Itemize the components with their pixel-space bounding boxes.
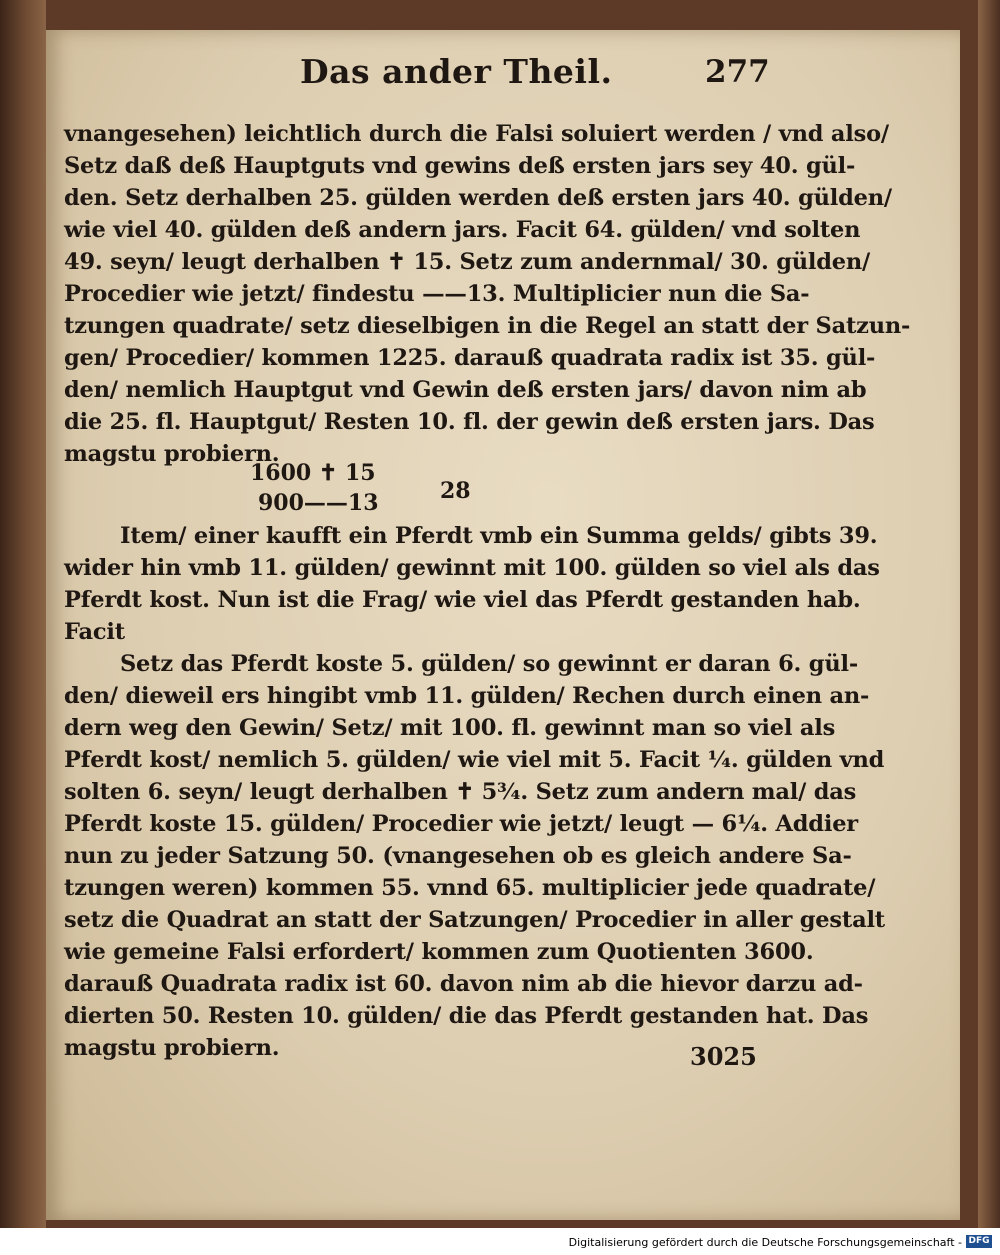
text-line: den/ nemlich Hauptgut vnd Gewin deß ersten jars/ davon nim ab — [64, 377, 867, 403]
text-line: Setz daß deß Hauptguts vnd gewins deß ersten jars sey 40. gül- — [64, 153, 856, 179]
text-line: 49. seyn/ leugt derhalben ✝ 15. Setz zum andernmal/ 30. gülden/ — [64, 249, 871, 275]
text-line: Pferdt kost/ nemlich 5. gülden/ wie viel mit 5. Facit ¼. gülden vnd — [64, 747, 885, 773]
text-line: tzungen weren) kommen 55. vnnd 65. multiplicier jede quadrate/ — [64, 875, 876, 901]
text-line: magstu probiern. — [64, 441, 280, 467]
text-line: dierten 50. Resten 10. gülden/ die das Pferdt gestanden hat. Das — [64, 1003, 869, 1029]
text-line: wider hin vmb 11. gülden/ gewinnt mit 100. gülden so viel als das — [64, 555, 880, 581]
page-number: 277 — [705, 54, 770, 90]
book-edge-right — [978, 0, 1000, 1228]
text-line: die 25. fl. Hauptgut/ Resten 10. fl. der gewin deß ersten jars. Das — [64, 409, 875, 435]
text-line: tzungen quadrate/ setz dieselbigen in die Regel an statt der Satzun- — [64, 313, 911, 339]
text-line: vnangesehen) leichtlich durch die Falsi soluiert werden / vnd also/ — [64, 121, 889, 147]
text-line: dern weg den Gewin/ Setz/ mit 100. fl. gewinnt man so viel als — [64, 715, 836, 741]
text-line: magstu probiern. — [64, 1035, 280, 1061]
text-line: nun zu jeder Satzung 50. (vnangesehen ob es gleich andere Sa- — [64, 843, 852, 869]
text-line: gen/ Procedier/ kommen 1225. darauß quadrata radix ist 35. gül- — [64, 345, 876, 371]
page-header: Das ander Theil. — [300, 52, 613, 91]
text-line: Setz das Pferdt koste 5. gülden/ so gewinnt er daran 6. gül- — [120, 651, 858, 677]
text-line: Item/ einer kaufft ein Pferdt vmb ein Summa gelds/ gibts 39. — [120, 523, 878, 549]
text-line: Pferdt koste 15. gülden/ Procedier wie jetzt/ leugt — 6¼. Addier — [64, 811, 858, 837]
text-line: den/ dieweil ers hingibt vmb 11. gülden/ Rechen durch einen an- — [64, 683, 870, 709]
book-edge-left — [0, 0, 46, 1228]
text-line: den. Setz derhalben 25. gülden werden deß ersten jars 40. gülden/ — [64, 185, 892, 211]
text-line: Procedier wie jetzt/ findestu ——13. Multiplicier nun die Sa- — [64, 281, 810, 307]
text-line: wie viel 40. gülden deß andern jars. Facit 64. gülden/ vnd solten — [64, 217, 861, 243]
text-line: Pferdt kost. Nun ist die Frag/ wie viel das Pferdt gestanden hab. — [64, 587, 861, 613]
text-line: Facit — [64, 619, 125, 645]
dfg-logo: DFG — [966, 1235, 992, 1248]
catchword: 3025 — [690, 1042, 757, 1071]
text-line: darauß Quadrata radix ist 60. davon nim ab die hievor darzu ad- — [64, 971, 863, 997]
footer-credit: Digitalisierung gefördert durch die Deutsche Forschungsgemeinschaft - — [568, 1236, 962, 1249]
text-line: solten 6. seyn/ leugt derhalben ✝ 5¾. Setz zum andern mal/ das — [64, 779, 857, 805]
calc-row: 1600 ✝ 15 — [250, 460, 376, 486]
calc-side-number: 28 — [440, 478, 471, 504]
text-line: setz die Quadrat an statt der Satzungen/ Procedier in aller gestalt — [64, 907, 886, 933]
footer-bar — [0, 1228, 1000, 1255]
calc-row: 900——13 — [258, 490, 379, 516]
text-line: wie gemeine Falsi erfordert/ kommen zum Quotienten 3600. — [64, 939, 814, 965]
